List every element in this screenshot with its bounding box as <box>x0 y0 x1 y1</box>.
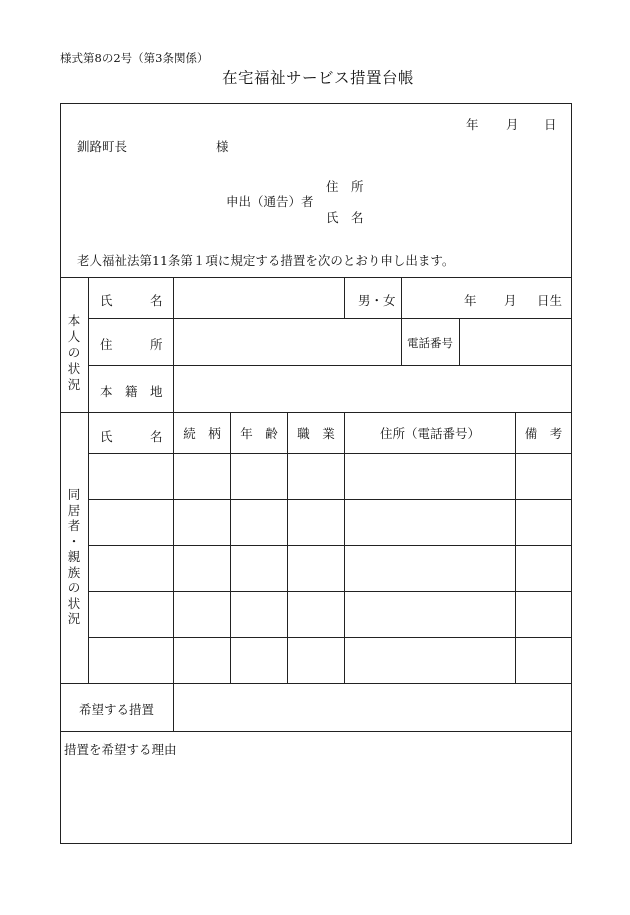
family-col-age: 年 齢 <box>240 426 278 441</box>
family-cell-remarks[interactable] <box>516 592 571 637</box>
family-cell-relation[interactable] <box>174 638 230 683</box>
self-name-label: 氏 名 <box>100 293 163 308</box>
domicile-label: 本 籍 地 <box>100 384 163 399</box>
family-cell-relation[interactable] <box>174 500 230 545</box>
form-number: 様式第8の2号（第3条関係） <box>60 51 209 65</box>
family-col-name: 氏 名 <box>100 429 163 444</box>
phone-field[interactable] <box>460 319 571 365</box>
page-title: 在宅福祉サービス措置台帳 <box>222 69 415 87</box>
family-cell-relation[interactable] <box>174 454 230 499</box>
date-day-label: 日 <box>544 117 557 132</box>
family-cell-age[interactable] <box>231 454 287 499</box>
family-cell-relation[interactable] <box>174 592 230 637</box>
family-cell-name[interactable] <box>89 454 173 499</box>
family-cell-name[interactable] <box>89 638 173 683</box>
self-address-label: 住 所 <box>100 337 163 352</box>
family-cell-age[interactable] <box>231 546 287 591</box>
desired-measure-field[interactable] <box>174 684 571 731</box>
family-cell-name[interactable] <box>89 592 173 637</box>
family-cell-remarks[interactable] <box>516 546 571 591</box>
domicile-field[interactable] <box>174 366 571 412</box>
family-section-label: 同 居 者 ・ 親 族 の 状 況 <box>67 487 81 626</box>
desired-measure-label: 希望する措置 <box>79 702 155 717</box>
family-col-address-phone: 住所（電話番号） <box>379 426 480 441</box>
family-cell-name[interactable] <box>89 546 173 591</box>
family-cell-address-phone[interactable] <box>345 454 515 499</box>
self-address-field[interactable] <box>174 319 401 365</box>
birth-month-label: 月 <box>504 293 517 308</box>
reason-field[interactable] <box>61 758 571 842</box>
family-cell-occupation[interactable] <box>288 500 344 545</box>
date-year-label: 年 <box>466 117 479 132</box>
date-month-label: 月 <box>506 117 519 132</box>
family-cell-remarks[interactable] <box>516 638 571 683</box>
family-col-occupation: 職 業 <box>297 426 335 441</box>
family-cell-age[interactable] <box>231 500 287 545</box>
family-cell-address-phone[interactable] <box>345 500 515 545</box>
honorific: 様 <box>216 139 229 154</box>
self-name-field[interactable] <box>174 278 344 318</box>
family-cell-age[interactable] <box>231 638 287 683</box>
family-cell-occupation[interactable] <box>288 638 344 683</box>
family-cell-address-phone[interactable] <box>345 638 515 683</box>
sex-label: 男・女 <box>358 293 396 308</box>
family-col-remarks: 備 考 <box>524 426 563 441</box>
family-cell-occupation[interactable] <box>288 454 344 499</box>
family-col-relation: 続 柄 <box>183 426 221 441</box>
family-cell-address-phone[interactable] <box>345 546 515 591</box>
application-statement: 老人福祉法第11条第１項に規定する措置を次のとおり申し出ます。 <box>77 253 455 268</box>
applicant-address-label: 住 所 <box>326 179 364 194</box>
family-cell-relation[interactable] <box>174 546 230 591</box>
self-section-label: 本 人 の 状 況 <box>67 313 81 392</box>
phone-label: 電話番号 <box>407 336 453 350</box>
birth-year-label: 年 <box>464 293 477 308</box>
family-cell-age[interactable] <box>231 592 287 637</box>
addressee: 釧路町長 <box>77 139 128 154</box>
birth-day-label: 日生 <box>537 293 563 308</box>
family-cell-name[interactable] <box>89 500 173 545</box>
family-cell-address-phone[interactable] <box>345 592 515 637</box>
applicant-label: 申出（通告）者 <box>226 194 314 209</box>
family-cell-remarks[interactable] <box>516 500 571 545</box>
family-cell-occupation[interactable] <box>288 592 344 637</box>
reason-label: 措置を希望する理由 <box>64 742 177 757</box>
family-cell-remarks[interactable] <box>516 454 571 499</box>
applicant-name-label: 氏 名 <box>326 210 364 225</box>
family-cell-occupation[interactable] <box>288 546 344 591</box>
